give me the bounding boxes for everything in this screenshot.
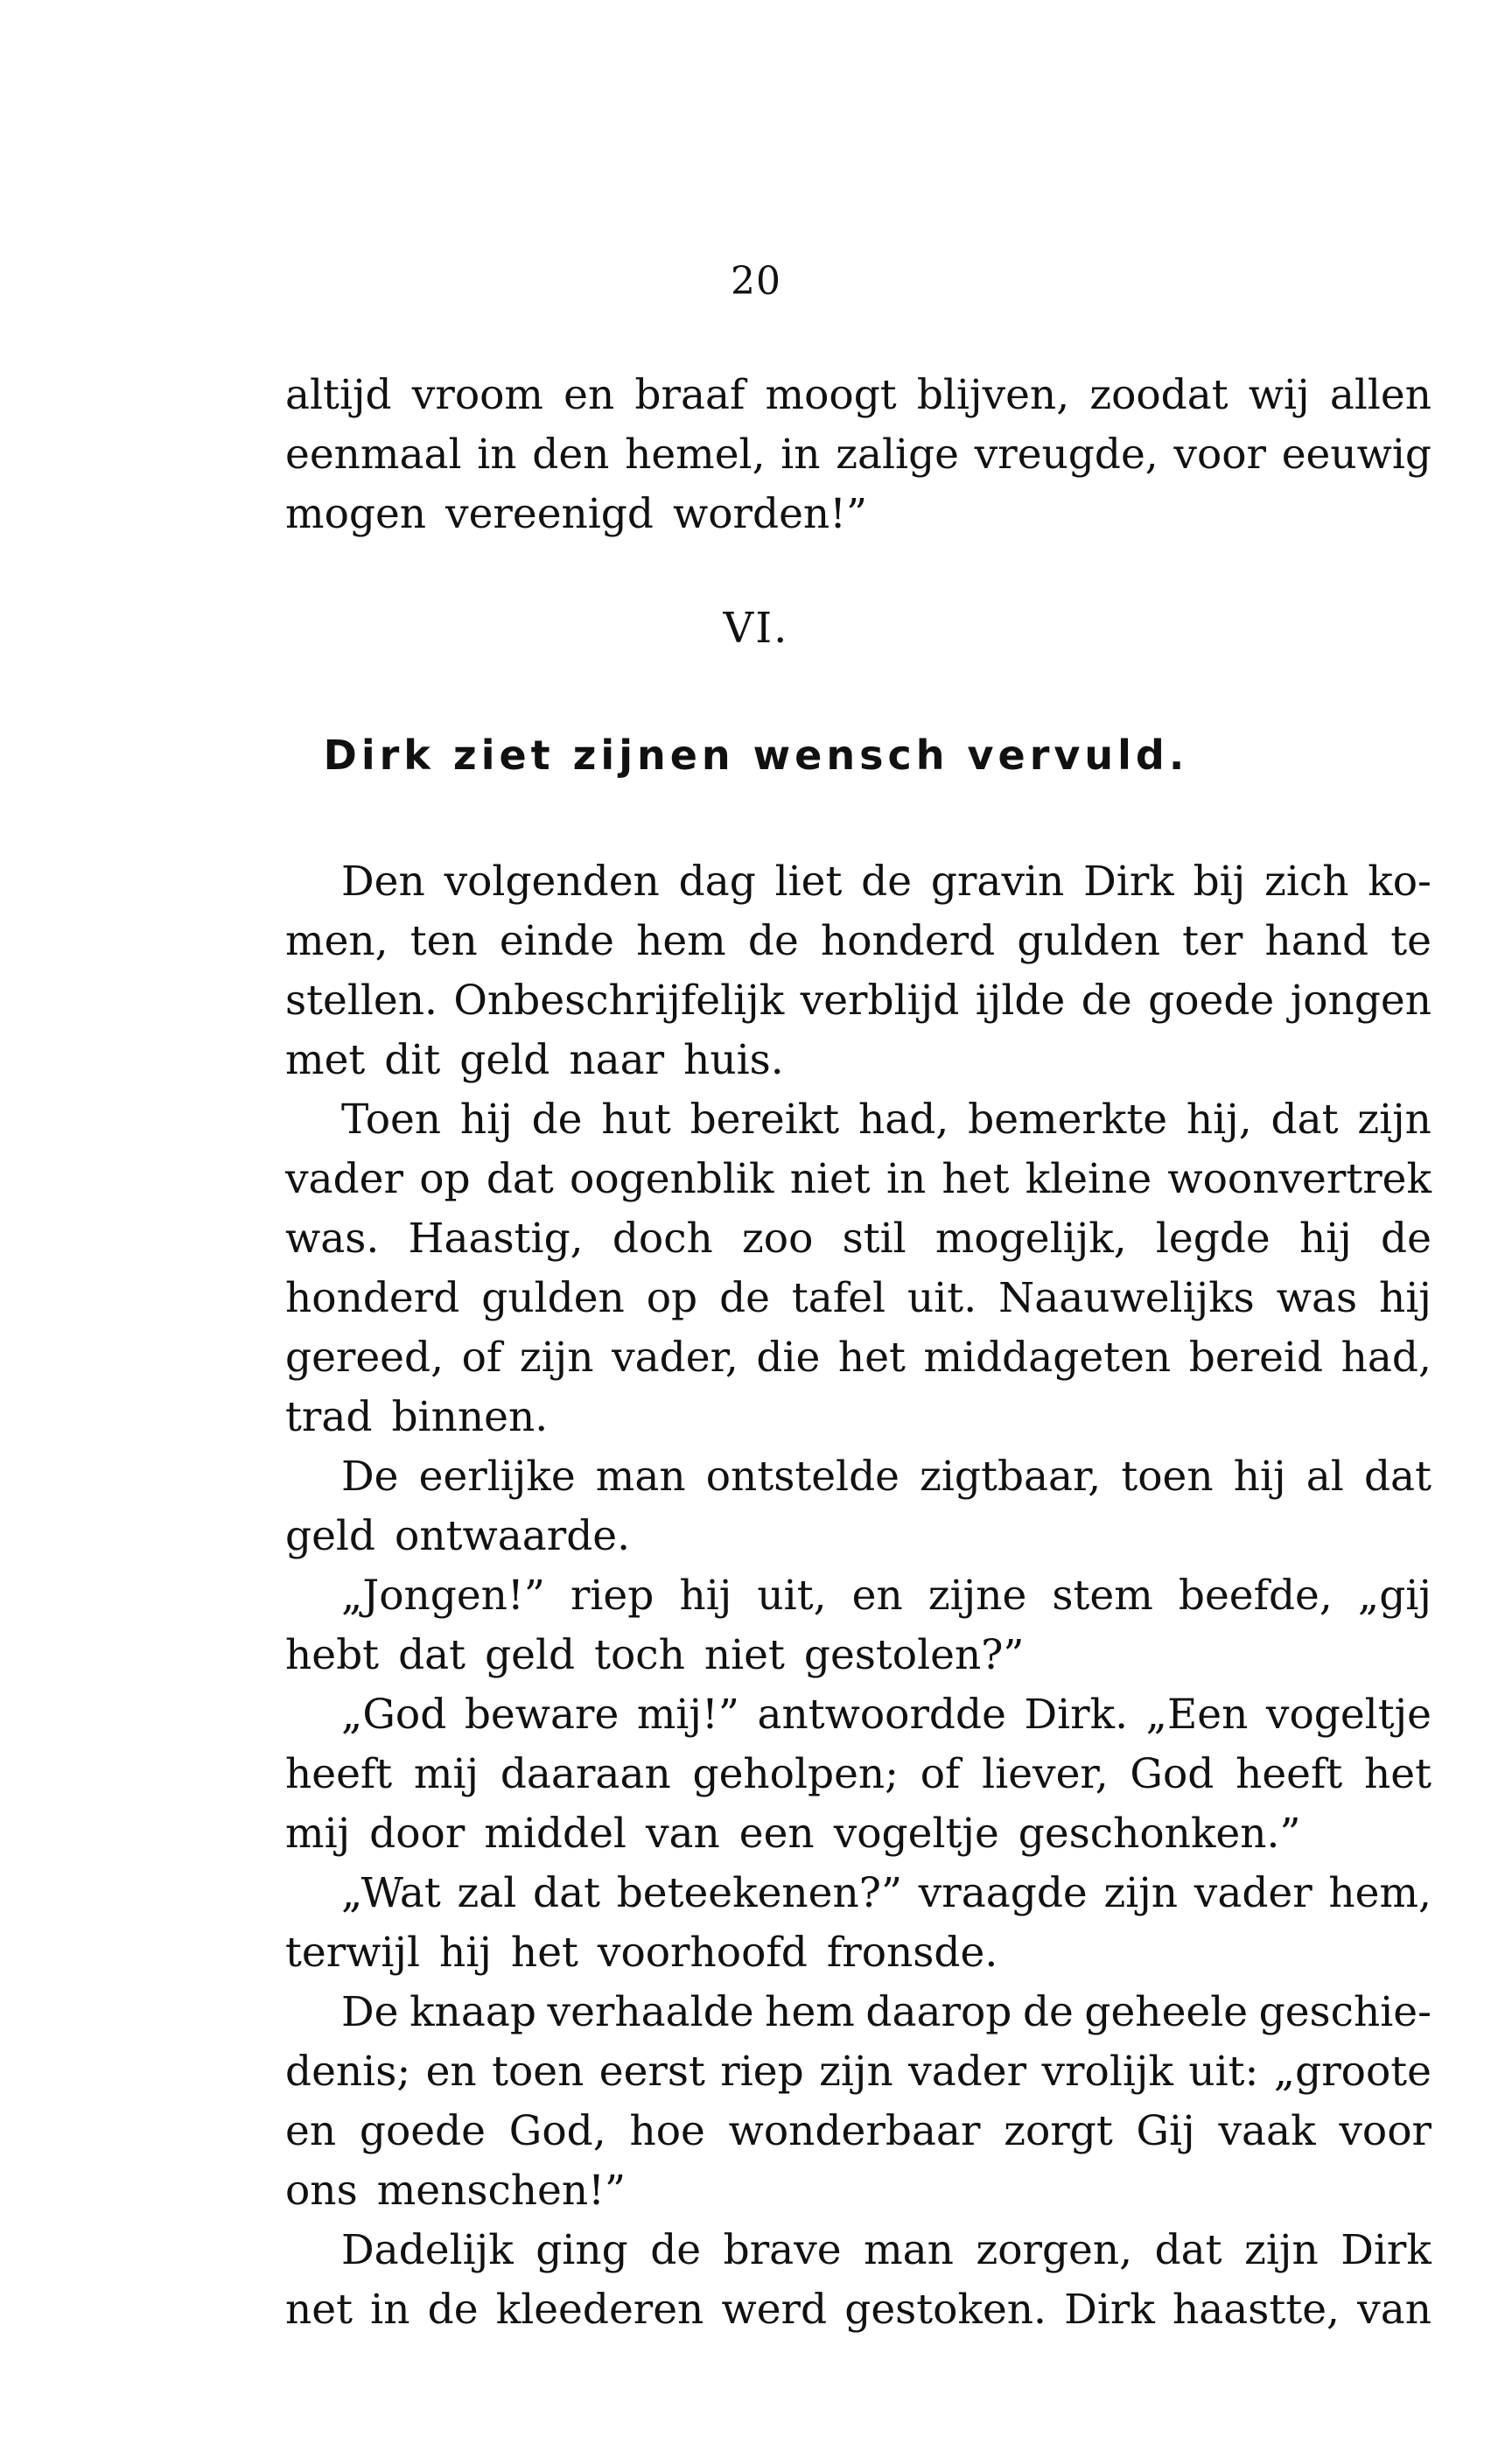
word: de <box>427 2286 479 2334</box>
word: toen <box>492 2048 584 2096</box>
word: of <box>461 1334 502 1382</box>
word: huis. <box>683 1036 784 1084</box>
word: hem <box>636 917 726 965</box>
word: ko- <box>1368 858 1432 906</box>
word: mij!” <box>636 1691 739 1739</box>
word: moogt <box>765 371 897 419</box>
word: mogelijk, <box>934 1215 1127 1263</box>
text-line <box>285 971 1432 1031</box>
word: dat <box>1363 1453 1432 1501</box>
word: ten <box>410 917 478 965</box>
word: in <box>886 1155 927 1203</box>
word: De <box>341 1453 399 1501</box>
text-line <box>285 1626 1432 1685</box>
text-line <box>285 2161 1432 2221</box>
word: ontwaarde. <box>395 1512 631 1560</box>
word: vroom <box>411 371 543 419</box>
word: zoo <box>742 1215 814 1263</box>
word: zorgt <box>1004 2107 1113 2155</box>
word: stellen. <box>285 977 438 1025</box>
word: hij, <box>1186 1096 1252 1144</box>
word: die <box>756 1334 821 1382</box>
text-line <box>285 2221 1432 2280</box>
word: menschen!” <box>376 2167 626 2215</box>
word: Dirk <box>1064 2286 1155 2334</box>
word: Haastig, <box>408 1215 584 1263</box>
word: uit. <box>907 1274 977 1322</box>
word: het <box>510 1929 578 1977</box>
word: was <box>1276 1274 1358 1322</box>
word: denis; <box>285 2048 411 2096</box>
word: zich <box>1264 858 1349 906</box>
word: Dirk. <box>1024 1691 1129 1739</box>
word: van <box>645 1810 720 1858</box>
word: daarop <box>865 1988 1012 2036</box>
word: eenmaal <box>285 431 462 479</box>
word: in <box>370 2286 410 2334</box>
word: zal <box>457 1869 517 1917</box>
text-line <box>285 1209 1432 1269</box>
word: had, <box>858 1096 949 1144</box>
word: haastte, <box>1172 2286 1340 2334</box>
text-line <box>285 1447 1432 1507</box>
text-line <box>285 425 1432 485</box>
word: binnen. <box>391 1393 549 1441</box>
word: dat <box>533 1869 601 1917</box>
word: allen <box>1329 371 1432 419</box>
word: de <box>531 1096 583 1144</box>
word: fronsde. <box>826 1929 998 1977</box>
word: geholpen; <box>692 1750 899 1798</box>
word: zijn <box>1357 1096 1432 1144</box>
word: de <box>1381 1215 1432 1263</box>
word: brave <box>723 2226 842 2274</box>
word: dat <box>486 1155 554 1203</box>
word: hem <box>765 1988 855 2036</box>
word: mij <box>285 1810 351 1858</box>
word: in <box>477 431 517 479</box>
word: doch <box>612 1215 713 1263</box>
word: dit <box>384 1036 441 1084</box>
word: het <box>1364 1750 1432 1798</box>
word: gulden <box>481 1274 625 1322</box>
chapter-title: Dirk ziet zijnen wensch vervuld. <box>323 732 1189 779</box>
word: ijlde <box>975 977 1066 1025</box>
word: vaak <box>1218 2107 1316 2155</box>
word: knaap <box>410 1988 536 2036</box>
word: Dadelijk <box>341 2226 514 2274</box>
word: zalige <box>836 431 959 479</box>
word: het <box>942 1155 1010 1203</box>
word: bemerkte <box>968 1096 1168 1144</box>
word: bereid <box>1188 1334 1324 1382</box>
word: „Wat <box>341 1869 441 1917</box>
word: had, <box>1340 1334 1432 1382</box>
word: een <box>738 1810 815 1858</box>
word: door <box>369 1810 466 1858</box>
word: in <box>780 431 821 479</box>
text-line <box>285 1745 1432 1804</box>
word: met <box>285 1036 366 1084</box>
word: Gij <box>1136 2107 1195 2155</box>
word: De <box>341 1988 399 2036</box>
word: beware <box>464 1691 620 1739</box>
text-line <box>285 1923 1432 1983</box>
word: braaf <box>634 371 746 419</box>
word: gereed, <box>285 1334 444 1382</box>
word: de <box>719 1274 770 1322</box>
text-line <box>285 1090 1432 1150</box>
word: zoodat <box>1089 371 1228 419</box>
word: stem <box>1052 1572 1153 1620</box>
word: zijn <box>819 2048 893 2096</box>
word: net <box>285 2286 353 2334</box>
word: eeuwig <box>1281 431 1432 479</box>
word: hebt <box>285 1631 380 1679</box>
word: hij <box>1233 1453 1286 1501</box>
word: op <box>419 1155 471 1203</box>
word: Onbeschrijfelijk <box>453 977 785 1025</box>
text-line <box>285 1507 1432 1566</box>
text-line <box>285 1685 1432 1745</box>
word: niet <box>789 1155 871 1203</box>
word: ontstelde <box>705 1453 900 1501</box>
text-line <box>285 1983 1432 2042</box>
word: jongen <box>1290 977 1432 1025</box>
word: den <box>532 431 610 479</box>
word: honderd <box>820 917 996 965</box>
word: God, <box>508 2107 606 2155</box>
word: „groote <box>1273 2048 1432 2096</box>
text-line <box>285 1150 1432 1209</box>
word: hij <box>439 1929 492 1977</box>
word: legde <box>1155 1215 1270 1263</box>
word: eerlijke <box>418 1453 576 1501</box>
word: ons <box>285 2167 358 2215</box>
page-number: 20 <box>731 259 781 304</box>
word: en <box>851 1572 903 1620</box>
word: zijn <box>519 1334 594 1382</box>
opening-paragraph <box>285 366 1432 544</box>
word: van <box>1357 2286 1432 2334</box>
word: vader <box>908 2048 1027 2096</box>
word: kleine <box>1025 1155 1152 1203</box>
word: gestoken. <box>844 2286 1046 2334</box>
word: vader <box>1194 1869 1312 1917</box>
word: dat <box>1270 1096 1339 1144</box>
word: zorgen, <box>976 2226 1133 2274</box>
word: altijd <box>285 371 392 419</box>
word: werd <box>721 2286 828 2334</box>
text-line <box>285 2280 1432 2340</box>
word: vader, <box>612 1334 738 1382</box>
word: de <box>650 2226 702 2274</box>
section-number: VI. <box>723 604 789 653</box>
word: vereenigd <box>445 490 654 538</box>
word: daaraan <box>500 1750 671 1798</box>
word: worden!” <box>672 490 868 538</box>
word: oogenblik <box>570 1155 774 1203</box>
word: hem, <box>1328 1869 1432 1917</box>
word: blijven, <box>916 371 1070 419</box>
text-line <box>285 1804 1432 1864</box>
word: heeft <box>285 1750 393 1798</box>
word: zijne <box>928 1572 1027 1620</box>
word: God <box>1130 1750 1214 1798</box>
word: zijn <box>1244 2226 1319 2274</box>
word: vogeltje <box>833 1810 999 1858</box>
text-line <box>285 1328 1432 1388</box>
word: toen <box>1121 1453 1214 1501</box>
word: Dirk <box>1083 858 1174 906</box>
word: gestolen?” <box>803 1631 1025 1679</box>
word: toch <box>594 1631 685 1679</box>
text-line <box>285 1388 1432 1447</box>
word: en <box>564 371 615 419</box>
word: einde <box>499 917 614 965</box>
word: hut <box>601 1096 671 1144</box>
word: gulden <box>1017 917 1160 965</box>
text-line <box>285 2042 1432 2102</box>
word: „Jongen!” <box>341 1572 545 1620</box>
word: „God <box>341 1691 447 1739</box>
word: riep <box>720 2048 804 2096</box>
word: hij <box>1379 1274 1432 1322</box>
word: kleederen <box>495 2286 704 2334</box>
word: hij <box>1298 1215 1352 1263</box>
word: wij <box>1248 371 1310 419</box>
word: mogen <box>285 490 427 538</box>
word: voor <box>1339 2107 1432 2155</box>
word: of <box>920 1750 961 1798</box>
word: trad <box>285 1393 373 1441</box>
word: al <box>1306 1453 1344 1501</box>
text-line <box>285 2102 1432 2161</box>
word: heeft <box>1236 1750 1343 1798</box>
word: honderd <box>285 1274 460 1322</box>
text-line <box>285 1031 1432 1090</box>
text-line <box>285 366 1432 425</box>
word: gravin <box>930 858 1065 906</box>
word: ging <box>536 2226 628 2274</box>
word: goede <box>359 2107 486 2155</box>
word: beefde, <box>1178 1572 1333 1620</box>
word: verblijd <box>800 977 960 1025</box>
word: „Een <box>1145 1691 1249 1739</box>
word: verhaalde <box>547 1988 754 2036</box>
word: de <box>1022 1988 1074 2036</box>
word: bereikt <box>690 1096 840 1144</box>
word: het <box>837 1334 906 1382</box>
text-line <box>285 912 1432 971</box>
word: riep <box>570 1572 654 1620</box>
word: vreugde, <box>974 431 1158 479</box>
word: goede <box>1148 977 1275 1025</box>
word: liet <box>774 858 843 906</box>
word: hoe <box>629 2107 705 2155</box>
word: Naauwelijks <box>998 1274 1255 1322</box>
text-line <box>285 1864 1432 1923</box>
word: liever, <box>982 1750 1109 1798</box>
word: geschonken.” <box>1018 1810 1301 1858</box>
word: antwoordde <box>757 1691 1006 1739</box>
word: hand <box>1264 917 1369 965</box>
word: de <box>861 858 913 906</box>
word: wonderbaar <box>728 2107 981 2155</box>
word: naar <box>569 1036 665 1084</box>
word: geld <box>285 1512 376 1560</box>
word: de <box>747 917 799 965</box>
word: dat <box>1154 2226 1222 2274</box>
word: man <box>864 2226 954 2274</box>
word: zigtbaar, <box>920 1453 1102 1501</box>
word: terwijl <box>285 1929 421 1977</box>
word: zijn <box>1103 1869 1179 1917</box>
word: vogeltje <box>1265 1691 1432 1739</box>
word: stil <box>842 1215 906 1263</box>
word: man <box>595 1453 686 1501</box>
word: vader <box>285 1155 403 1203</box>
word: niet <box>704 1631 785 1679</box>
word: en <box>285 2107 337 2155</box>
word: voor <box>1173 431 1267 479</box>
text-line <box>285 1566 1432 1626</box>
word: middageten <box>923 1334 1172 1382</box>
word: geld <box>485 1631 576 1679</box>
word: mij <box>413 1750 480 1798</box>
word: ter <box>1182 917 1243 965</box>
word: men, <box>285 917 388 965</box>
text-line <box>285 1269 1432 1328</box>
word: Den <box>341 858 425 906</box>
word: bij <box>1193 858 1246 906</box>
word: geld <box>459 1036 550 1084</box>
word: dat <box>398 1631 466 1679</box>
word: „gij <box>1357 1572 1432 1620</box>
word: de <box>1081 977 1132 1025</box>
word: tafel <box>791 1274 886 1322</box>
word: middel <box>484 1810 626 1858</box>
word: Dirk <box>1340 2226 1432 2274</box>
word: Toen <box>341 1096 442 1144</box>
word: hij <box>459 1096 513 1144</box>
word: hij <box>679 1572 732 1620</box>
word: vrolijk <box>1041 2048 1173 2096</box>
word: te <box>1390 917 1432 965</box>
word: voorhoofd <box>597 1929 808 1977</box>
word: beteekenen?” <box>616 1869 902 1917</box>
word: eerst <box>598 2048 705 2096</box>
word: woonvertrek <box>1167 1155 1432 1203</box>
word: op <box>646 1274 698 1322</box>
text-line <box>285 485 1432 544</box>
word: was. <box>285 1215 380 1263</box>
word: uit: <box>1188 2048 1259 2096</box>
word: dag <box>678 858 756 906</box>
word: geheele <box>1084 1988 1249 2036</box>
word: vraagde <box>918 1869 1088 1917</box>
word: volgenden <box>444 858 660 906</box>
text-line <box>285 852 1432 912</box>
word: uit, <box>757 1572 827 1620</box>
word: hemel, <box>625 431 766 479</box>
chapter-body <box>285 852 1432 2340</box>
word: en <box>425 2048 477 2096</box>
word: geschie- <box>1258 1988 1432 2036</box>
